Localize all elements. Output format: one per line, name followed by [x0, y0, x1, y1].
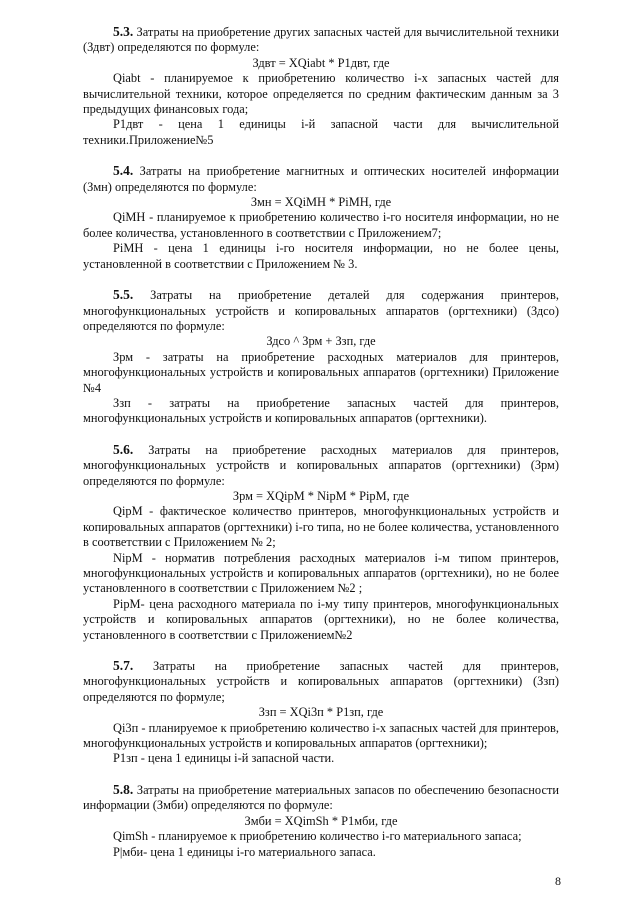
section-number: 5.7. — [113, 658, 134, 674]
formula: Змн = XQiMH * PiMH, где — [250, 195, 392, 210]
section-5-7 — [83, 658, 559, 767]
section-intro-text: Затраты на приобретение расходных материалов для принтеров, многофункциональных устройств и копировальных аппаратов (оргтехники) (Зрм) определяются по формуле: — [83, 442, 559, 488]
definition: Qiabt - планируемое к приобретению количество i-х запасных частей для вычислительной техники, которое определяется по средним фактическим данным за 3 предыдущих финансовых года; — [83, 71, 559, 117]
definition: PiMH - цена 1 единицы i-го носителя информации, но не более цены, установленной в соответствии с Приложением № 3. — [83, 241, 559, 271]
formula: Змби = XQimSh * P1мби, где — [244, 813, 398, 828]
section-number: 5.4. — [113, 163, 134, 179]
definition: P1двт - цена 1 единицы i-й запасной части для вычислительной техники.Приложение№5 — [83, 117, 559, 147]
section-5-8 — [83, 782, 559, 860]
section-number: 5.3. — [113, 24, 134, 39]
section-5-6 — [83, 442, 559, 643]
section-5-3 — [83, 24, 559, 148]
section-intro-text: Затраты на приобретение деталей для содержания принтеров, многофункциональных устройств и копировальных аппаратов (оргтехники) (Здсо) определяются по формуле: — [83, 288, 559, 333]
formula: Зрм = XQipM * NipM * PipM, где — [232, 488, 410, 503]
definition: Зрм - затраты на приобретение расходных материалов для принтеров, многофункциональных устройств и копировальных аппаратов (оргтехники) Приложение №4 — [83, 349, 559, 395]
section-intro-text: Затраты на приобретение материальных запасов по обеспечению безопасности информации (Змби) определяются по формуле: — [83, 782, 559, 813]
section-intro — [83, 163, 559, 195]
definition: QimSh - планируемое к приобретению количество i-го материального запаса; — [113, 829, 522, 844]
section-intro — [83, 287, 559, 334]
section-number: 5.6. — [113, 441, 134, 457]
definition: PipM- цена расходного материала по i-му типу принтеров, многофункциональных устройств и копировальных аппаратов (оргтехники), но не более количества, установленного в соответствии с Приложением№2 — [83, 596, 559, 642]
definition: P|мби- цена 1 единицы i-го материального запаса. — [113, 844, 376, 859]
section-intro-text: Затраты на приобретение магнитных и оптических носителей информации (Змн) определяются по формуле: — [83, 164, 559, 194]
document-page — [83, 24, 559, 875]
section-number: 5.8. — [113, 781, 134, 797]
section-5-4 — [83, 163, 559, 272]
formula: Ззп = XQi3п * P1зп, где — [258, 705, 384, 720]
section-intro-text: Затраты на приобретение запасных частей для принтеров, многофункциональных устройств и копировальных аппаратов (оргтехники) (Ззп) определяются по формуле; — [83, 659, 559, 704]
section-intro — [83, 782, 559, 814]
section-5-5 — [83, 287, 559, 427]
section-intro-text: Затраты на приобретение других запасных частей для вычислительной техники (Здвт) определяются по формуле: — [83, 25, 559, 55]
definition: QiMH - планируемое к приобретению количество i-го носителя информации, но не более количества, установленного в соответствии с Приложением7; — [83, 210, 559, 240]
definition: NipM - норматив потребления расходных материалов i-м типом принтеров, многофункциональных устройств и копировальных аппаратов (оргтехники), но не более установленного в соответствии с Приложением №2 ; — [83, 550, 559, 596]
section-number: 5.5. — [113, 287, 134, 303]
section-intro — [83, 24, 559, 56]
section-intro — [83, 442, 559, 489]
page-number: 8 — [555, 874, 561, 888]
definition: Qi3п - планируемое к приобретению количество i-х запасных частей для принтеров, многофункциональных устройств и копировальных аппаратов (оргтехники); — [83, 720, 559, 751]
formula: Здсо ^ Зрм + Ззп, где — [266, 334, 376, 349]
definition: P1зп - цена 1 единицы i-й запасной части. — [113, 751, 335, 766]
definition: QipM - фактическое количество принтеров, многофункциональных устройств и копировальных аппаратов (оргтехники) i-го типа, но не более количества, установленного в соответствии с Приложением № 2; — [83, 504, 559, 550]
formula: Здвт = XQiabt * P1двт, где — [252, 55, 390, 70]
section-intro — [83, 658, 559, 705]
definition: Ззп - затраты на приобретение запасных частей для принтеров, многофункциональных устройств и копировальных аппаратов (оргтехники). — [83, 395, 559, 426]
